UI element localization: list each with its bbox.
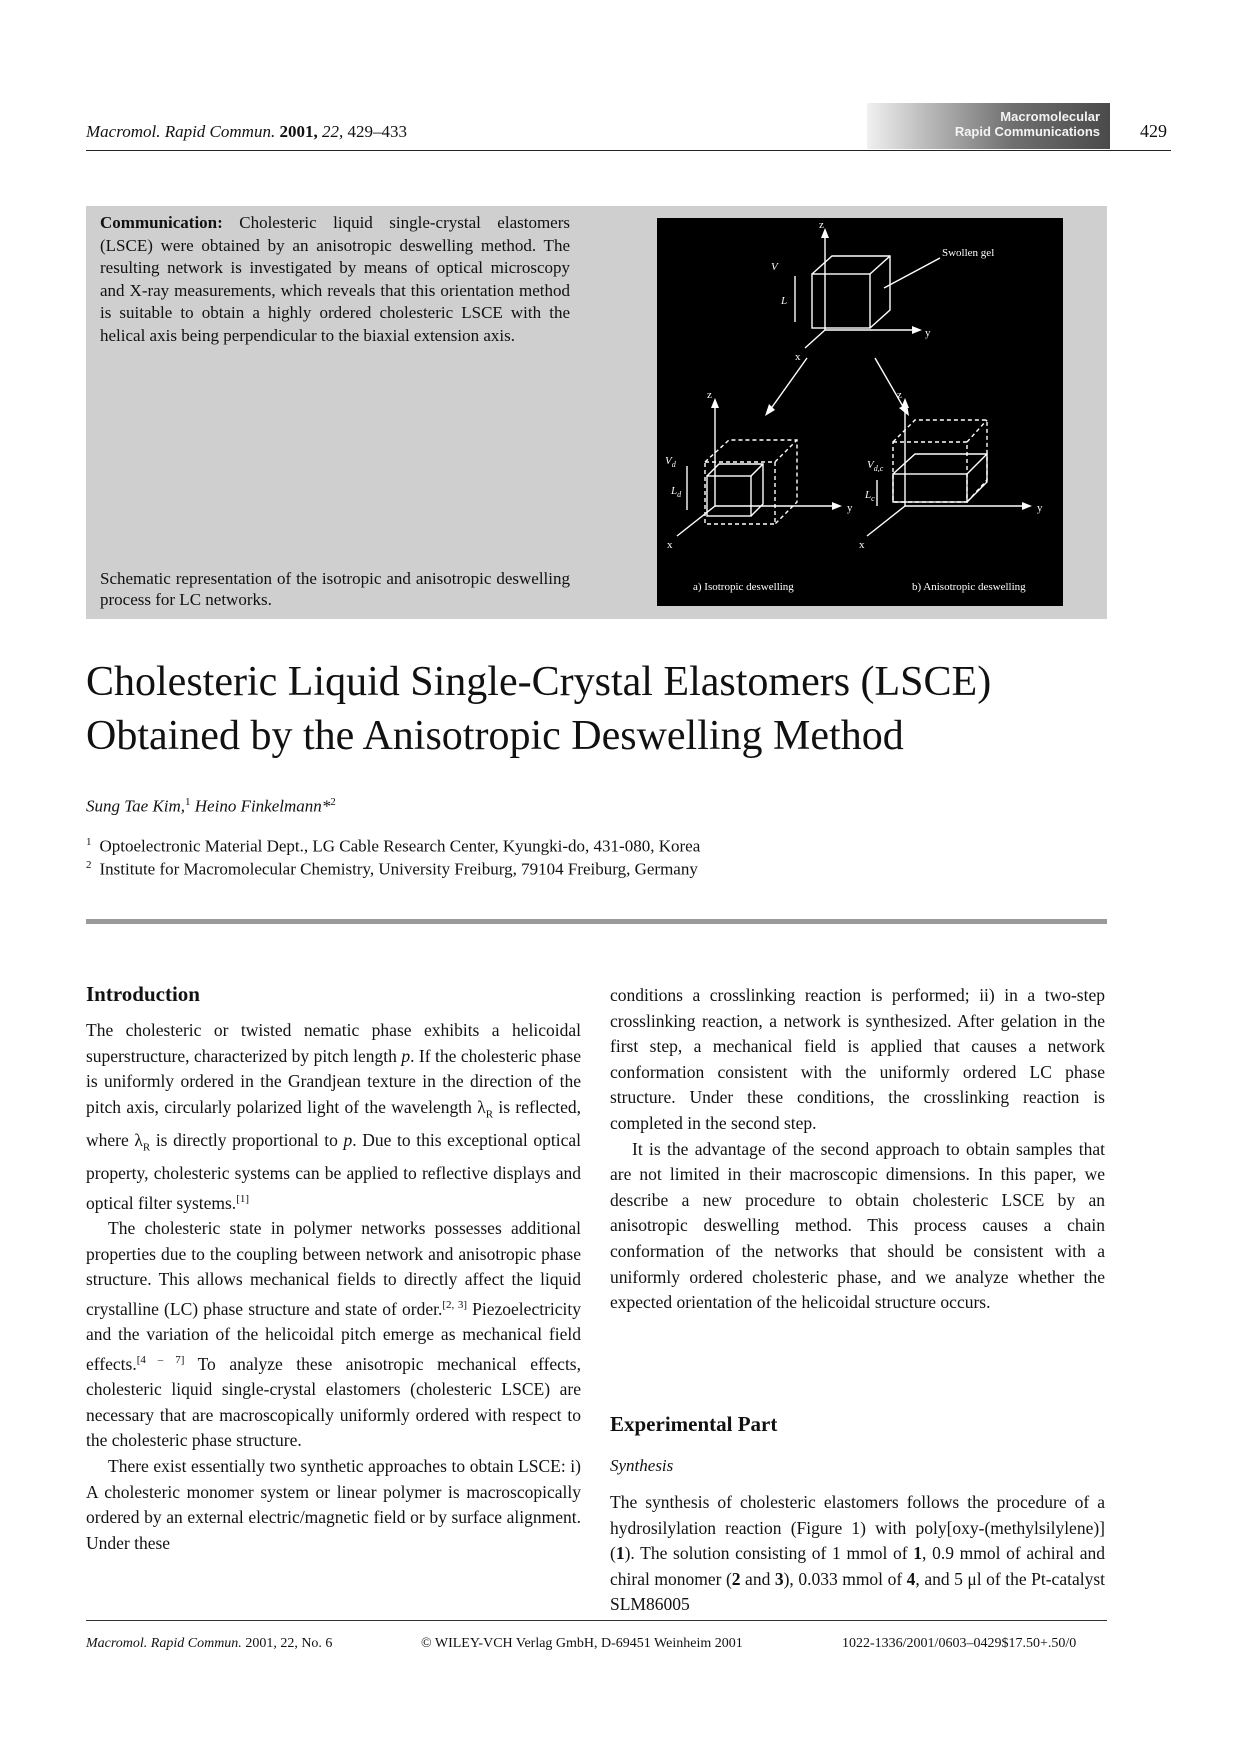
a-l-label: $L_d$ xyxy=(671,485,682,499)
top-y-label: y xyxy=(925,327,931,339)
footer-citation: Macromol. Rapid Commun. 2001, 22, No. 6 xyxy=(86,1636,333,1651)
synthesis-paragraph: The synthesis of cholesteric elastomers follows the procedure of a hydrosilylation reaction (Figure 1) with poly[oxy-(methylsilylene)] (1). The solution consisting of 1 mmol of 1, 0.9 mmol of achiral and chiral monomer (2 and 3), 0.033 mmol of 4, and 5 μl of the Pt-catalyst SLM86005 xyxy=(610,1492,1106,1615)
intro-paragraph-2: The cholesteric state in polymer networks possesses additional properties due to the coupling between network and anisotropic phase structure. This allows mechanical fields to directly affect the liquid crystalline (LC) phase structure and state of order.[2, 3] Piezoelectricity and the variation of the helicoidal pitch emerge as mechanical field effects.[4 – 7] To analyze these anisotropic mechanical effects, cholesteric liquid single-crystal elastomers (cholesteric LSCE) are necessary that are macroscopically uniformly ordered with respect to the cholesteric phase structure. xyxy=(86,1217,581,1451)
introduction-heading: Introduction xyxy=(86,982,200,1006)
right-paragraph-1: conditions a crosslinking reaction is performed; ii) in a two-step crosslinking reaction, a network is synthesized. After gelation in the first step, a mechanical field is applied that causes a network conformation consistent with the uniformly ordered LC phase structure. Under these conditions, the crosslinking reaction is completed in the second step. xyxy=(610,985,1105,1133)
arrow-to-a xyxy=(770,358,807,410)
a-deswollen-front xyxy=(707,476,751,516)
b-z-label: z xyxy=(897,389,902,401)
caption-a: a) Isotropic deswelling xyxy=(693,581,794,593)
top-x-axis xyxy=(805,330,825,348)
right-paragraph-2: It is the advantage of the second approach to obtain samples that are not limited in their macroscopic dimensions. In this paper, we describe a new procedure to obtain cholesteric LSCE by an anisotropic deswelling method. This process causes a chain conformation of the networks that should be consistent with a uniformly ordered cholesteric phase, and we analyze whether the expected orientation of the helicoidal structure occurs. xyxy=(610,1138,1105,1313)
running-header: Macromol. Rapid Commun. 2001, 22, 429–433 xyxy=(86,122,407,141)
experimental-heading: Experimental Part xyxy=(610,1412,778,1436)
b-v-label: $V_{d,c}$ xyxy=(867,459,884,473)
top-l-label: L xyxy=(781,295,788,307)
authors: Sung Tae Kim,$^1$ Heino Finkelmann*$^2$ xyxy=(86,796,336,816)
abstract-text: Communication: Cholesteric liquid single-crystal elastomers (LSCE) were obtained by an anisotropic deswelling method. The resulting network is investigated by means of optical microscopy and X-ray measurements, which reveals that this orientation method is suitable to obtain a highly ordered cholesteric LSCE with the helical axis being perpendicular to the biaxial extension axis. xyxy=(100,213,571,345)
arrow-to-b xyxy=(875,358,905,410)
a-x-label: x xyxy=(667,539,673,551)
affiliation-1: $^1$ Optoelectronic Material Dept., LG Cable Research Center, Kyungki-do, 431-080, Korea xyxy=(86,836,701,856)
footer-publisher: © WILEY-VCH Verlag GmbH, D-69451 Weinheim 2001 xyxy=(421,1636,743,1651)
b-x-axis xyxy=(867,506,905,536)
a-z-label: z xyxy=(707,389,712,401)
top-x-label: x xyxy=(795,351,801,363)
footer-code: 1022-1336/2001/0603–0429$17.50+.50/0 xyxy=(842,1636,1077,1651)
synthesis-subheading: Synthesis xyxy=(610,1456,674,1475)
intro-paragraph-3: There exist essentially two synthetic approaches to obtain LSCE: i) A cholesteric monomer system or linear polymer is macroscopically ordered by an external electric/magnetic field or by surface alignment. Under these xyxy=(86,1455,581,1553)
footer-rule xyxy=(86,1620,1107,1621)
right-column xyxy=(610,983,1105,1316)
a-v-label: $V_d$ xyxy=(665,455,676,469)
intro-paragraph-1: The cholesteric or twisted nematic phase exhibits a helicoidal superstructure, characterized by pitch length p. If the cholesteric phase is uniformly ordered in the Grandjean texture in the direction of the pitch axis, circularly polarized light of the wavelength $\lambda_R$ is reflected, where $\lambda_R$ is directly proportional to p. Due to this exceptional optical property, cholesteric systems can be applied to reflective displays and optical filter systems.[1] xyxy=(86,1020,581,1213)
title-rule xyxy=(86,919,1107,924)
header-rule xyxy=(86,150,1171,151)
top-z-label: z xyxy=(819,219,824,231)
b-l-label: $L_c$ xyxy=(865,489,875,503)
journal-logo: Macromolecular Rapid Communications xyxy=(867,103,1110,149)
deswelling-schematic xyxy=(657,218,1063,606)
figure-caption: Schematic representation of the isotropic and anisotropic deswelling process for LC networks. xyxy=(100,569,570,609)
caption-b: b) Anisotropic deswelling xyxy=(912,581,1026,593)
b-y-label: y xyxy=(1037,502,1043,514)
b-deswollen-front xyxy=(893,474,967,502)
a-y-label: y xyxy=(847,502,853,514)
swollen-gel-pointer xyxy=(884,258,940,288)
top-cube-front xyxy=(812,274,870,328)
affiliation-2: $^2$ Institute for Macromolecular Chemistry, University Freiburg, 79104 Freiburg, Germany xyxy=(86,859,698,879)
a-x-axis xyxy=(677,506,715,536)
synthesis-text xyxy=(610,1490,1105,1618)
swollen-gel-label: Swollen gel xyxy=(942,247,995,259)
left-column xyxy=(86,1018,581,1556)
paper-title: Cholesteric Liquid Single-Crystal Elastomers (LSCE) Obtained by the Anisotropic Deswelling Method xyxy=(86,659,992,759)
top-v-label: V xyxy=(771,261,778,273)
b-x-label: x xyxy=(859,539,865,551)
b-swollen-front xyxy=(893,442,967,502)
page-number: 429 xyxy=(1140,121,1167,141)
